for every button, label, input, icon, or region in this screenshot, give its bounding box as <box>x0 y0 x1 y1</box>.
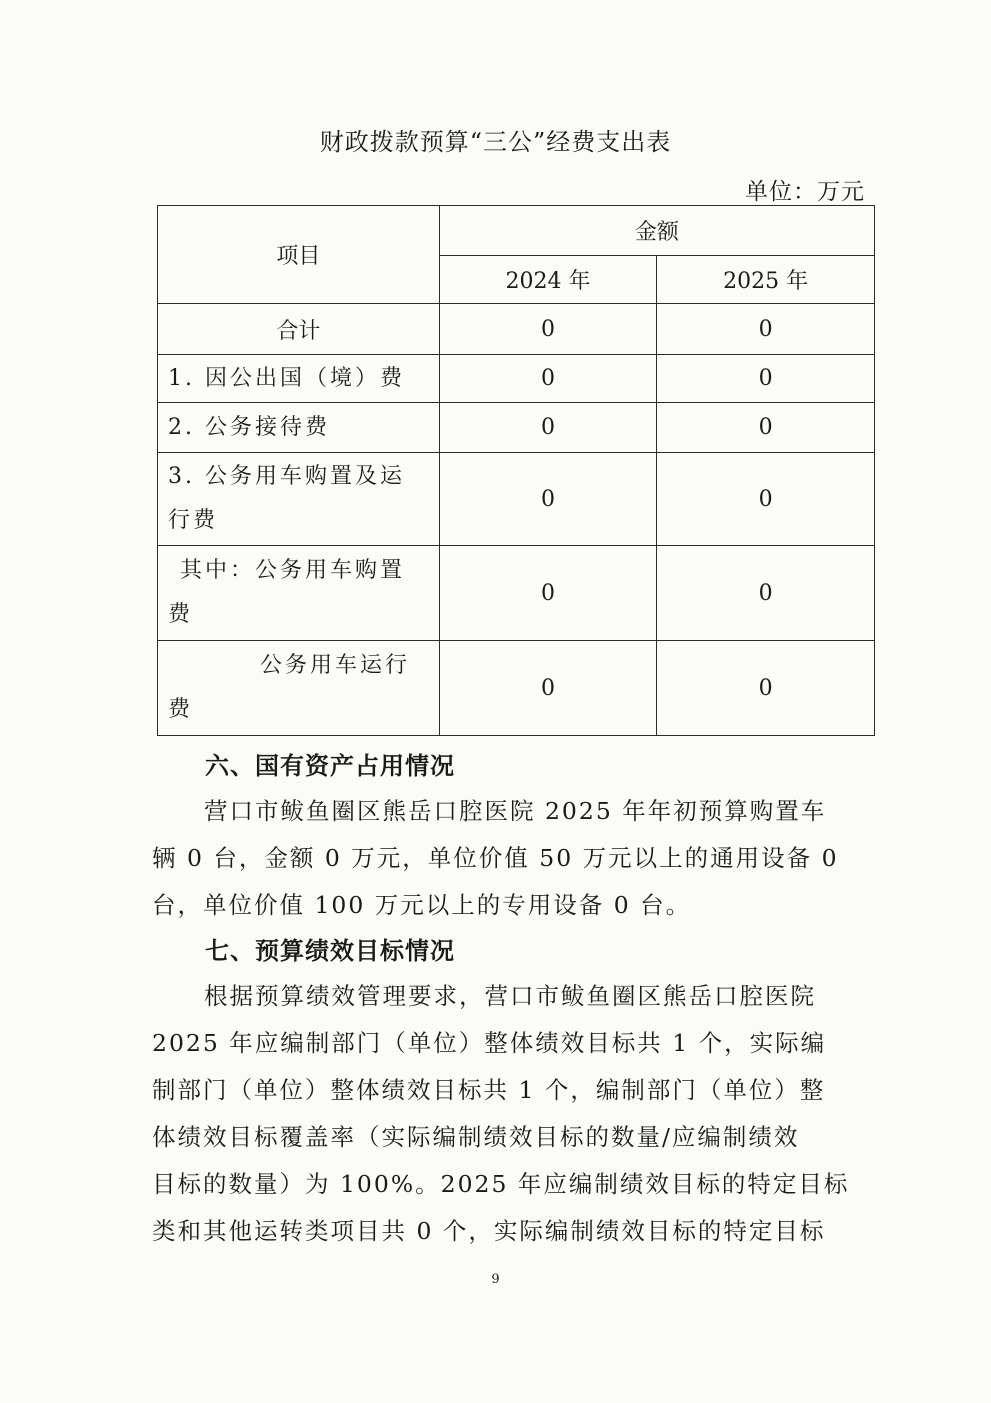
paragraph-line: 体绩效目标覆盖率（实际编制绩效目标的数量/应编制绩效 <box>152 1123 800 1151</box>
row-label: 3. 公务用车购置及运 行费 <box>158 453 440 546</box>
row-label: 1. 因公出国（境）费 <box>158 355 440 403</box>
row-label: 合计 <box>158 304 440 355</box>
section-7-heading: 七、预算绩效目标情况 <box>205 936 455 965</box>
header-year-2024: 2024 年 <box>439 256 657 304</box>
section-6-paragraph <box>152 788 839 929</box>
table-row <box>158 403 875 453</box>
value-2025: 0 <box>657 355 875 403</box>
paragraph-line: 营口市鲅鱼圈区熊岳口腔医院 2025 年年初预算购置车 <box>204 797 827 825</box>
page-number: 9 <box>491 1272 500 1287</box>
value-2025: 0 <box>657 641 875 736</box>
value-2024: 0 <box>439 355 657 403</box>
three-public-expenses-table <box>157 205 875 736</box>
paragraph-line: 制部门（单位）整体绩效目标共 1 个，编制部门（单位）整 <box>152 1076 826 1104</box>
paragraph-line: 辆 0 台，金额 0 万元，单位价值 50 万元以上的通用设备 0 <box>152 844 839 872</box>
header-amount: 金额 <box>439 206 874 256</box>
table-row <box>158 453 875 546</box>
table-title: 财政拨款预算“三公”经费支出表 <box>319 128 672 156</box>
value-2025: 0 <box>657 453 875 546</box>
paragraph-line: 目标的数量）为 100%。2025 年应编制绩效目标的特定目标 <box>152 1170 850 1198</box>
row-label: 其中：公务用车购置 费 <box>158 546 440 641</box>
value-2024: 0 <box>439 453 657 546</box>
section-6-heading: 六、国有资产占用情况 <box>205 751 455 780</box>
unit-label: 单位：万元 <box>745 179 865 205</box>
table-row <box>158 641 875 736</box>
value-2024: 0 <box>439 641 657 736</box>
paragraph-line: 台，单位价值 100 万元以上的专用设备 0 台。 <box>152 891 692 919</box>
value-2024: 0 <box>439 304 657 355</box>
paragraph-line: 2025 年应编制部门（单位）整体绩效目标共 1 个，实际编 <box>152 1029 827 1057</box>
paragraph-line: 类和其他运转类项目共 0 个，实际编制绩效目标的特定目标 <box>152 1217 826 1245</box>
table-row <box>158 355 875 403</box>
value-2024: 0 <box>439 546 657 641</box>
row-label: 公务用车运行 费 <box>158 641 440 736</box>
value-2025: 0 <box>657 403 875 453</box>
header-item: 项目 <box>158 206 440 304</box>
row-label: 2. 公务接待费 <box>158 403 440 453</box>
paragraph-line: 根据预算绩效管理要求，营口市鲅鱼圈区熊岳口腔医院 <box>204 982 816 1010</box>
value-2024: 0 <box>439 403 657 453</box>
table-row <box>158 546 875 641</box>
header-year-2025: 2025 年 <box>657 256 875 304</box>
table-row <box>158 304 875 355</box>
section-7-paragraph <box>152 973 850 1255</box>
value-2025: 0 <box>657 546 875 641</box>
value-2025: 0 <box>657 304 875 355</box>
